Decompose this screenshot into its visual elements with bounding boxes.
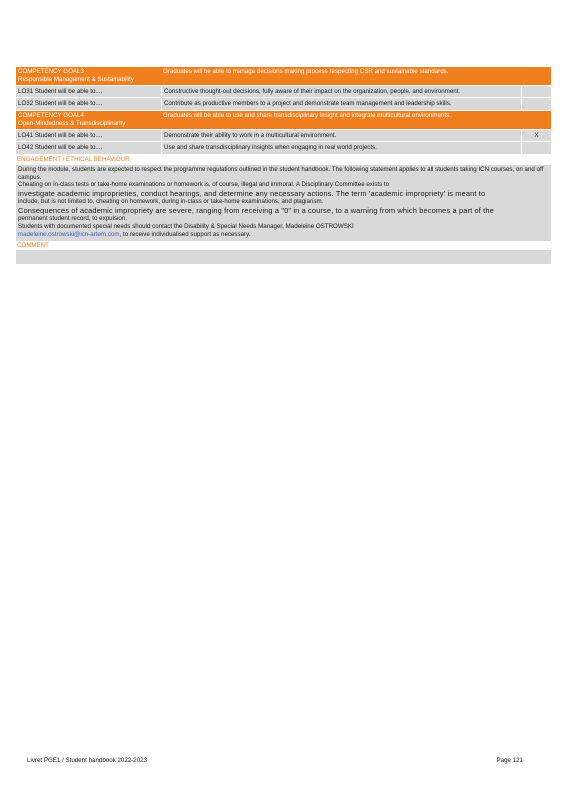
outcome-mark: X: [534, 131, 539, 139]
goal-name: Responsible Management & Sustainability: [18, 75, 134, 83]
engagement-paragraph: permanent student record, to expulsion.: [18, 215, 128, 223]
engagement-paragraph: [18, 231, 549, 239]
outcome-description: Demonstrate their ability to work in a multicultural environment.: [162, 130, 522, 142]
handbook-content: [16, 67, 551, 264]
footer-handbook-title: Livret PGE1 / Student handbook 2022-2023: [27, 757, 148, 764]
goal-description: Graduates will be able to manage decisions making process respecting CSR and sustainable standards.: [163, 68, 449, 75]
goal-description: Graduates will be able to use and share transdisciplinary insight and integrate multicultural environments.: [163, 112, 451, 119]
page-number: Page 121: [496, 757, 523, 764]
engagement-tail: , to receive individualised support as necessary.: [119, 230, 251, 238]
outcome-mark: [522, 86, 551, 98]
engagement-title: ENGAGEMENT / ETHICAL BEHAVIOUR: [17, 156, 130, 163]
outcome-code: LO41 Student will be able to....: [16, 130, 162, 142]
outcome-description: Constructive thought-out decisions, fully aware of their impact on the organization, people, and environment.: [162, 86, 522, 98]
engagement-box: [16, 165, 551, 241]
goal-header: [16, 67, 551, 86]
goal-header: [16, 111, 551, 130]
engagement-paragraph: include, but is not limited to, cheating on homework, during in-class or take-home examinations, and plagiarism.: [18, 198, 324, 206]
engagement-paragraph: Consequences of academic impropriety are severe, ranging from receiving a "0" in a course, to a warning from which becomes a part of the: [18, 206, 494, 215]
outcome-code: LO42 Student will be able to....: [16, 142, 162, 154]
engagement-paragraph: investigate academic improprieties, conduct hearings, and determine any necessary actions. The term 'academic impropriety' is meant to: [18, 189, 486, 198]
goal-name: Open-Mindedness & Transdisciplinarity: [18, 119, 126, 127]
outcome-mark: [522, 142, 551, 154]
goal-label: COMPETENCY GOAL3: [18, 68, 84, 75]
comment-box: [16, 250, 551, 264]
outcome-description: Use and share transdisciplinary insights when engaging in real world projects.: [162, 142, 522, 154]
learning-outcome-row: [16, 86, 551, 99]
engagement-paragraph: During the module, students are expected to respect the programme regulations outlined in the student handbook. The following statement applies to all students taking ICN courses, on and off campus.: [18, 165, 544, 181]
outcome-mark: [522, 98, 551, 110]
outcome-description: Contribute as productive members to a project and demonstrate team management and leadership skills.: [162, 98, 522, 110]
goal-label: COMPETENCY GOAL4: [18, 112, 84, 119]
learning-outcome-row: [16, 98, 551, 111]
comment-title: COMMENT: [17, 241, 49, 249]
engagement-paragraph: Students with documented special needs should contact the Disability & Special Needs Manager, Madeleine OSTROWSKI: [18, 223, 354, 230]
outcome-code: LO31 Student will be able to....: [16, 86, 162, 98]
learning-outcome-row: [16, 130, 551, 143]
learning-outcome-row: [16, 142, 551, 155]
engagement-paragraph: Cheating on in-class tests or take-home examinations or homework is, of course, illegal and immoral. A Disciplinary Committee exists to: [18, 181, 390, 189]
outcome-code: LO32 Student will be able to....: [16, 98, 162, 110]
email-link[interactable]: madeleine.ostrowski@icn-artem.com: [18, 230, 120, 238]
